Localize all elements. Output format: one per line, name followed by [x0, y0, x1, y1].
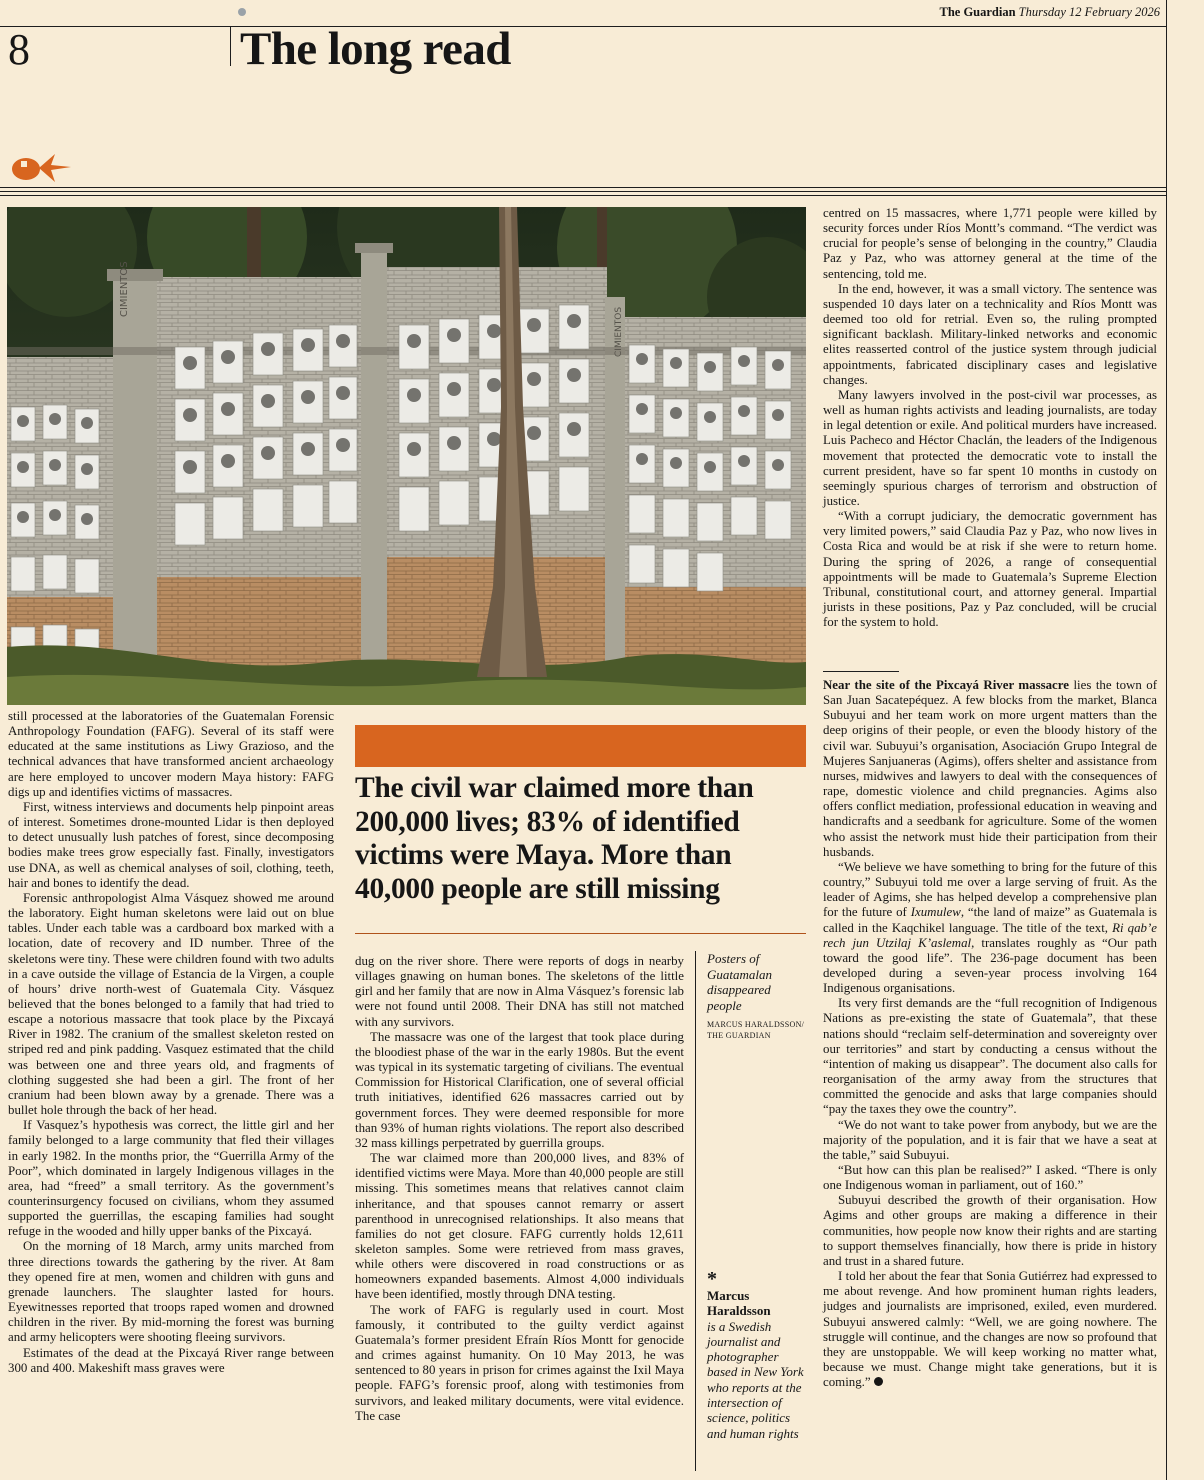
col3b-para-1-text: lies the town of San Juan Sacatepéquez. A few blocks from the market, Blanca Subuyui and her team work on more urgent matters than the deep origins of their people, or even the bloody history of the civil war. Subuyui’s organisation, Asociación Grupo Integral de Mujeres Sanjuaneras (Agims), offers shelter and assistance from nurses, midwives and lawyers to deal with the consequences of rape, domestic violence and child pregnancies. Agims also offers conflict mediation, professional education in weaving and handicrafts and a seedbank for agriculture. Some of the women who assist the network must hide their participation from their husbands.	[823, 678, 1158, 859]
column-1	[8, 709, 334, 1376]
page-number: 8	[8, 25, 30, 74]
col3b-p2-i2: Ri qab’e rech jun Utzilaj K’aslemal	[823, 920, 1158, 950]
col3b-para-1	[823, 678, 1157, 860]
caption-divider	[695, 951, 696, 1471]
col3-para-2: In the end, however, it was a small victory. The sentence was suspended 10 days later on a technicality and Ríos Montt was deemed too old for retrial. Even so, the ruling prompted significant backlash. Military-linked networks and economic elites reasserted control of the justice system through judicial appointments, fabricated disciplinary cases and legislative changes.	[823, 281, 1157, 387]
col3b-final-text: I told her about the fear that Sonia Gutiérrez had expressed to me about revenge. And how prominent human rights leaders, judges and journalists are imprisoned, exiled, even murdered. Subuyui answered calmly: “Well, we are going nowhere. The struggle will continue, and the changes are now so profound that they are unstoppable. We will keep working no matter what, because we must. Change might take generations, but it is coming.”	[823, 1269, 1157, 1390]
col2-para-2: The massacre was one of the largest that took place during the bloodiest phase of the war in the early 1980s. But the event was typical in its systematic targeting of civilians. The eventual Commission for Historical Clarification, one of several official truth initiatives, identified 626 massacres carried out by government forces. They were deemed responsible for more than 93% of human rights violations. The report also described 32 mass killings perpetrated by guerrilla groups.	[355, 1029, 684, 1150]
col1-para-3: Forensic anthropologist Alma Vásquez showed me around the laboratory. Eight human skeletons were laid out on blue tables. Under each table was a cardboard box marked with a location, date of recovery and ID number. Three of the skeletons were tiny. These were children found with two adults in a cave outside the village of Estancia de la Virgen, a couple of hours’ drive north-west of Guatemala City. Vásquez believed that the bones belonged to a family that had tried to escape a notorious massacre that took place by the Pixcayá River in 1982. The cranium of the smallest skeleton rested on striped red and pink padding. Vasquez estimated that the child was between one and three years old, and fragments of clothing suggested she had been a girl. The front of her cranium had been blown away by a grenade. There was a bullet hole through the back of her head.	[8, 890, 334, 1118]
col3b-p2-b: , “the land of maize” as Guatemala is called in the Kaqchikel language. The title of the text,	[823, 905, 1158, 935]
section-leadin: Near the site of the Pixcayá River massacre	[823, 678, 1069, 692]
wall-label-left: CIMIENTOS	[119, 261, 130, 317]
page-edge-rule	[1166, 0, 1167, 1480]
author-name: Marcus Haraldsson	[707, 1288, 771, 1319]
pullquote: The civil war claimed more than 200,000 lives; 83% of identified victims were Maya. More than 40,000 people are still missing	[355, 772, 754, 905]
photo-caption	[707, 951, 805, 1041]
author-description: is a Swedish journalist and photographer based in New York who reports at the intersection of science, politics and human rights	[707, 1318, 804, 1441]
wall-label-right: CIMIENTOS	[614, 306, 624, 357]
rule-top	[0, 187, 1166, 188]
column-2	[355, 954, 684, 1424]
page-dot	[238, 8, 246, 16]
col2-para-3: The war claimed more than 200,000 lives, and 83% of identified victims were Maya. More than 40,000 people are still missing. This sometimes means that relatives cannot claim inheritance, and that spouses cannot remarry or assert parenthood in unrecognised relationships. It also means that families do not get closure. FAFG currently holds 12,611 skeleton samples. Some were retrieved from mass graves, while others were discovered in road constructions or as homeowners expanded basements. Almost 4,000 individuals have been identified, mostly through DNA testing.	[355, 1151, 684, 1302]
pullquote-rule	[355, 933, 806, 934]
col3b-para-5: “But how can this plan be realised?” I asked. “There is only one Indigenous woman in parliament, out of 160.”	[823, 1163, 1157, 1193]
issue-date: Thursday 12 February 2026	[1018, 5, 1160, 19]
col1-para-2: First, witness interviews and documents help pinpoint areas of interest. Sometimes drone-mounted Lidar is then deployed to detect unusually lush patches of forest, since decomposing bodies make trees grow especially fast. Finally, investigators use DNA, as well as chemical analyses of soil, clothing, teeth, hair and bones to identify the dead.	[8, 799, 334, 890]
col3b-p2-i1: Ixumulew	[910, 905, 961, 920]
column-3-top	[823, 206, 1157, 630]
end-mark-icon	[874, 1377, 883, 1386]
col1-para-4: If Vasquez’s hypothesis was correct, the little girl and her family belonged to a large community that fled their villages in early 1982. In the months prior, the “Guerrilla Army of the Poor”, which dominated in largely Indigenous villages in the area, had “freed” a small territory. As the government’s counterinsurgency focused on civilians, whom they assumed supported the guerrillas, the escaping families had sought refuge in the wooded and hilly upper banks of the Pixcayá.	[8, 1118, 334, 1239]
poster-wall-image	[7, 207, 806, 705]
section-break-rule	[823, 671, 899, 672]
rule-bottom	[0, 195, 1166, 196]
col2-para-1: dug on the river shore. There were reports of dogs in nearby villages gnawing on human bones. The skeletons of the little girl and her family that are now in Alma Vásquez’s forensic lab were not found until 2008. Their DNA has still not matched with any survivors.	[355, 954, 684, 1029]
col3b-para-6: Subuyui described the growth of their organisation. How Agims and other groups are making a difference in their communities, how people now know their rights and are starting to support themselves financially, how there is pride in history and trust in a shared future.	[823, 1193, 1157, 1268]
col3-para-3: Many lawyers involved in the post-civil war processes, as well as human rights activists and leading journalists, are today in legal detention or exile. And political murders have increased. Luis Pacheco and Héctor Chaclán, the leaders of the Indigenous movement that protected the democratic vote to install the current president, have so far spent 10 months in custody on seemingly spurious charges of terrorism and obstruction of justice.	[823, 387, 1157, 508]
col3b-para-3: Its very first demands are the “full recognition of Indigenous Nations as pre-existing the state of Guatemala”, that these nations should “reclaim self-determination and sovereignty over our territories” and start by conducting a census without the “intention of making us disappear”. The document also calls for reorganisation of the army away from the structures that committed the genocide and asks that large companies should “pay the taxes they owe the country”.	[823, 996, 1157, 1117]
col3b-para-7	[823, 1269, 1157, 1390]
author-bio	[707, 1270, 805, 1441]
col3b-p2-a: “We believe we have something to bring for the future of this country,” Subuyui told me over a large serving of fruit. As the leader of Agims, she has helped develop a comprehensive plan for the future of	[823, 859, 1157, 920]
col1-para-6: Estimates of the dead at the Pixcayá River range between 300 and 400. Makeshift mass graves were	[8, 1345, 334, 1375]
section-title: The long read	[240, 23, 511, 75]
title-divider	[230, 26, 231, 66]
article-photo	[7, 207, 806, 705]
col3-para-1: centred on 15 massacres, where 1,771 people were killed by security forces under Ríos Montt’s command. “The verdict was crucial for people’s sense of belonging in the country,” Claudia Paz y Paz, who was attorney general at the time of the sentencing, told me.	[823, 206, 1157, 281]
photo-credit: MARCUS HARALDSSON/ THE GUARDIAN	[707, 1020, 805, 1040]
col3b-para-4: “We do not want to take power from anybody, but we are the majority of the population, and it is fair that we have a seat at the table,” said Subuyui.	[823, 1117, 1157, 1162]
column-3-bottom	[823, 678, 1157, 1390]
col3-para-4: “With a corrupt judiciary, the democratic government has very limited powers,” said Claudia Paz y Paz, who now lives in Costa Rica and would be at risk if she were to return home. During the spring of 2026, a range of consequential appointments will be made to Guatemala’s Supreme Election Tribunal, constitutional court, and attorney general. Impartial jurists in these positions, Paz y Paz concluded, will be crucial for the system to hold.	[823, 509, 1157, 630]
col2-para-4: The work of FAFG is regularly used in court. Most famously, it contributed to the guilty verdict against Guatemala’s former president Efraín Ríos Montt for genocide and crimes against humanity. On 10 May 2013, he was sentenced to 80 years in prison for crimes against the Ixil Maya people. FAFG’s forensic proof, along with testimonies from survivors, and leaked military documents, were vital evidence. The case	[355, 1302, 684, 1423]
col3b-p2-c: , translates roughly as “Our path toward the good life”. The 236-page document has been developed during a seven-year process involving 164 Indigenous organisations.	[823, 935, 1157, 996]
col3b-para-2	[823, 860, 1157, 996]
pullquote-bar	[355, 725, 806, 767]
paper-name: The Guardian	[939, 5, 1016, 19]
asterisk-icon: *	[707, 1268, 717, 1290]
long-read-logo-icon	[9, 150, 75, 184]
rule-mid	[0, 191, 1166, 192]
col1-para-5: On the morning of 18 March, army units marched from three directions towards the gathering by the river. At 8am they opened fire at men, women and children with guns and grenade launchers. The slaughter lasted for hours. Eyewitnesses reported that troops raped women and drowned children in the river. By mid-morning the forest was burning and army helicopters were shooting fleeing survivors.	[8, 1239, 334, 1345]
paper-dateline	[939, 5, 1160, 20]
caption-text: Posters of Guatamalan disappeared people	[707, 951, 772, 1013]
col1-para-1: still processed at the laboratories of the Guatemalan Forensic Anthropology Foundation (FAFG). Several of its staff were educated at the same institutions as Liwy Grazioso, and the technical advances that have transformed ancient archaeology are here employed to uncover modern Maya history: FAFG digs up and identifies victims of massacres.	[8, 709, 334, 799]
